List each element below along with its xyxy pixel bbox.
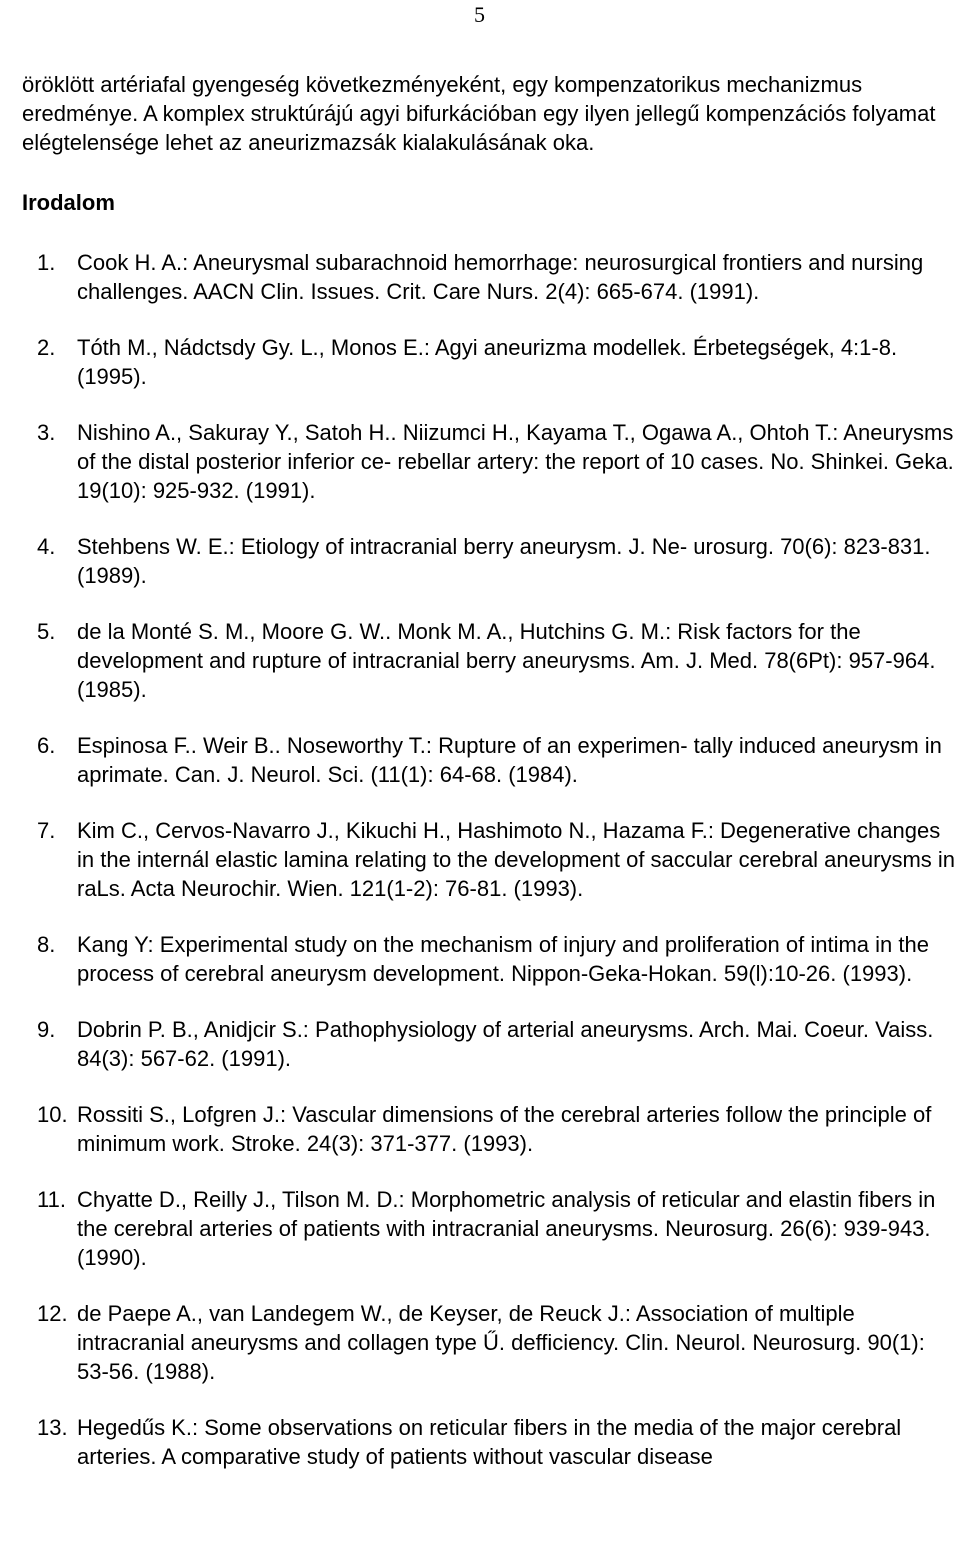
reference-text: Cook H. A.: Aneurysmal subarachnoid hemorrhage: neurosurgical frontiers and nursing challenges. AACN Clin. Issues. Crit. Care Nurs. 2(4): 665-674. (1991). bbox=[77, 250, 924, 304]
reference-text: Nishino A., Sakuray Y., Satoh H.. Niizumci H., Kayama T., Ogawa A., Ohtoh T.: Aneurysms of the distal posterior inferior ce- rebellar artery: the report of 10 cases. No. Shinkei. Geka. 19(10): 925-932. (1991). bbox=[77, 420, 954, 503]
reference-number: 5. bbox=[37, 619, 56, 644]
reference-text: Kang Y: Experimental study on the mechanism of injury and proliferation of intima in the process of cerebral aneurysm development. Nippon-Geka-Hokan. 59(l):10-26. (1993). bbox=[77, 932, 929, 986]
reference-item bbox=[0, 617, 960, 704]
reference-item bbox=[0, 1100, 960, 1158]
reference-text: Stehbens W. E.: Etiology of intracranial berry aneurysm. J. Ne- urosurg. 70(6): 823-831. (1989). bbox=[77, 534, 931, 588]
reference-number: 11. bbox=[37, 1187, 66, 1212]
reference-item bbox=[0, 333, 960, 391]
reference-number: 6. bbox=[37, 733, 56, 758]
reference-number: 1. bbox=[37, 250, 56, 275]
reference-number: 12. bbox=[37, 1301, 68, 1326]
reference-text: Rossiti S., Lofgren J.: Vascular dimensions of the cerebral arteries follow the principle of minimum work. Stroke. 24(3): 371-377. (1993). bbox=[77, 1102, 932, 1156]
intro-paragraph: öröklött artériafal gyengeség következményeként, egy kompenzatorikus mechanizmus eredménye. A komplex struktúrájú agyi bifurkációban egy ilyen jellegű kompenzációs folyamat elégtelensége lehet az aneurizmazsák kialakulásának oka. bbox=[22, 72, 936, 155]
reference-text: Dobrin P. B., Anidjcir S.: Pathophysiology of arterial aneurysms. Arch. Mai. Coeur. Vaiss. 84(3): 567-62. (1991). bbox=[77, 1017, 934, 1071]
reference-item bbox=[0, 731, 960, 789]
reference-text: Chyatte D., Reilly J., Tilson M. D.: Morphometric analysis of reticular and elastin fibers in the cerebral arteries of patients with intracranial aneurysms. Neurosurg. 26(6): 939-943. (1990). bbox=[77, 1187, 936, 1270]
reference-item bbox=[0, 1185, 960, 1272]
reference-number: 4. bbox=[37, 534, 56, 559]
reference-number: 13. bbox=[37, 1415, 68, 1440]
reference-text: Espinosa F.. Weir B.. Noseworthy T.: Rupture of an experimen- tally induced aneurysm in aprimate. Can. J. Neurol. Sci. (11(1): 64-68. (1984). bbox=[77, 733, 942, 787]
reference-number: 9. bbox=[37, 1017, 56, 1042]
section-heading: Irodalom bbox=[22, 190, 115, 215]
reference-item bbox=[0, 418, 960, 505]
reference-item bbox=[0, 248, 960, 306]
reference-text: Kim C., Cervos-Navarro J., Kikuchi H., Hashimoto N., Hazama F.: Degenerative changes in the internál elastic lamina relating to the development of saccular cerebral aneurysms in raLs. Acta Neurochir. Wien. 121(1-2): 76-81. (1993). bbox=[77, 818, 956, 901]
reference-number: 7. bbox=[37, 818, 56, 843]
reference-item bbox=[0, 1015, 960, 1073]
reference-list bbox=[0, 248, 960, 1498]
reference-item bbox=[0, 816, 960, 903]
reference-number: 2. bbox=[37, 335, 56, 360]
reference-text: Hegedűs K.: Some observations on reticular fibers in the media of the major cerebral arteries. A comparative study of patients without vascular disease bbox=[77, 1415, 902, 1469]
reference-item bbox=[0, 532, 960, 590]
reference-item bbox=[0, 1299, 960, 1386]
page-number: 5 bbox=[474, 2, 485, 27]
reference-number: 10. bbox=[37, 1102, 68, 1127]
reference-text: de Paepe A., van Landegem W., de Keyser, de Reuck J.: Association of multiple intracranial aneurysms and collagen type Ű. defficiency. Clin. Neurol. Neurosurg. 90(1): 53-56. (1988). bbox=[77, 1301, 925, 1384]
reference-item bbox=[0, 1413, 960, 1471]
reference-item bbox=[0, 930, 960, 988]
reference-number: 3. bbox=[37, 420, 56, 445]
reference-text: Tóth M., Nádctsdy Gy. L., Monos E.: Agyi aneurizma modellek. Érbetegségek, 4:1-8. (1995). bbox=[77, 335, 898, 389]
reference-text: de la Monté S. M., Moore G. W.. Monk M. A., Hutchins G. M.: Risk factors for the development and rupture of intracranial berry aneurysms. Am. J. Med. 78(6Pt): 957-964. (1985). bbox=[77, 619, 936, 702]
reference-number: 8. bbox=[37, 932, 56, 957]
